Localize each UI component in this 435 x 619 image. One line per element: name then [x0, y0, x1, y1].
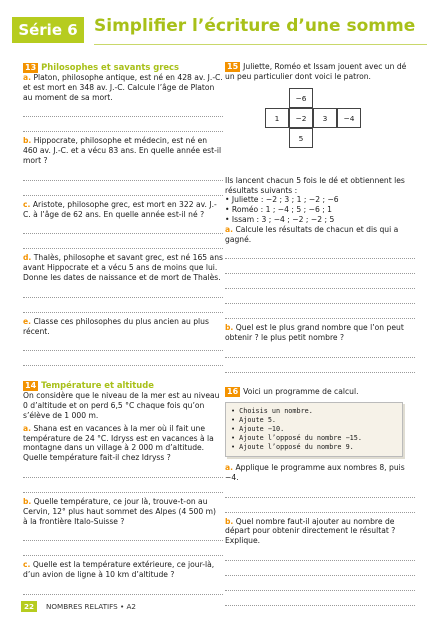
exercise-number: 14 — [25, 381, 37, 391]
die-face-center: −2 — [289, 108, 313, 128]
program-step: • Choisis un nombre. — [231, 406, 313, 415]
program-step: • Ajoute −10. — [231, 424, 285, 433]
question-text: Shana est en vacances à la mer où il fait une température de 24 °C. Idryss est en vacances à la montagne dans un village à 2 000 m d’altitude. Quelle température fait-il chez Idryss ? — [23, 423, 214, 463]
answer-line[interactable] — [225, 546, 415, 561]
exercise-title-text: Température et altitude — [41, 380, 154, 391]
exercise-intro — [225, 62, 415, 82]
page-title: Simplifier l’écriture d’une somme — [94, 16, 416, 36]
question-letter: a. — [225, 462, 234, 472]
exercise-number: 15 — [227, 62, 239, 71]
question-letter: c. — [23, 199, 31, 209]
question-d — [23, 253, 223, 282]
question-text: Quel nombre faut-il ajouter au nombre de départ pour obtenir directement le résultat ? Explique. — [225, 516, 396, 546]
question-c — [23, 560, 223, 580]
question-b — [225, 517, 415, 546]
answer-line[interactable] — [23, 541, 223, 556]
result-romeo: • Roméo : 1 ; −4 ; 5 ; −6 ; 1 — [225, 205, 333, 215]
program-step: • Ajoute l’opposé du nombre 9. — [231, 442, 354, 451]
answer-line[interactable] — [23, 463, 223, 478]
die-face-far-right: −4 — [337, 108, 361, 128]
question-letter: b. — [225, 323, 234, 333]
exercise-number: 13 — [25, 63, 37, 72]
page-number: 22 — [21, 601, 37, 612]
result-juliette: • Juliette : −2 ; 3 ; 1 ; −2 ; −6 — [225, 195, 339, 205]
answer-line[interactable] — [225, 244, 415, 259]
exercise-16 — [225, 387, 415, 606]
answer-line[interactable] — [23, 166, 223, 181]
answer-line[interactable] — [23, 478, 223, 493]
header-rule — [94, 44, 427, 45]
die-net — [265, 88, 361, 170]
answer-line[interactable] — [225, 498, 415, 513]
answer-line[interactable] — [225, 274, 415, 289]
question-letter: b. — [23, 136, 32, 146]
question-b — [225, 323, 415, 343]
die-face-bottom: 5 — [289, 128, 313, 148]
question-letter: a. — [225, 224, 234, 234]
answer-line[interactable] — [225, 343, 415, 358]
question-a — [23, 73, 223, 102]
answer-line[interactable] — [225, 561, 415, 576]
answer-line[interactable] — [225, 483, 415, 498]
question-text: Classe ces philosophes du plus ancien au plus récent. — [23, 316, 209, 336]
exercise-13 — [23, 62, 223, 366]
answer-line[interactable] — [23, 219, 223, 234]
question-b — [23, 497, 223, 526]
question-text: Quel est le plus grand nombre que l’on peut obtenir ? le plus petit nombre ? — [225, 323, 404, 343]
exercise-14 — [23, 380, 223, 595]
question-letter: c. — [23, 560, 31, 570]
question-c — [23, 200, 223, 220]
question-letter: d. — [23, 253, 32, 263]
answer-line[interactable] — [225, 576, 415, 591]
serie-badge: Série 6 — [12, 17, 84, 43]
answer-line[interactable] — [225, 289, 415, 304]
question-text: Thalès, philosophe et savant grec, est né 165 ans avant Hippocrate et a vécu 5 ans de moins que lui. Donne les dates de naissance et de mort de Thalès. — [23, 253, 223, 282]
question-text: Quelle est la température extérieure, ce jour-là, d’un avion de ligne à 10 km d’altitude ? — [23, 560, 215, 580]
answer-line[interactable] — [23, 298, 223, 313]
footer-chapter: NOMBRES RELATIFS • A2 — [46, 602, 136, 611]
exercise-15 — [225, 62, 415, 373]
page-header — [0, 0, 435, 58]
answer-line[interactable] — [23, 580, 223, 595]
answer-line[interactable] — [23, 336, 223, 351]
intro-text: Voici un programme de calcul. — [243, 386, 359, 396]
exercise-title-text: Philosophes et savants grecs — [41, 62, 179, 72]
question-text: Applique le programme aux nombres 8, puis −4. — [225, 462, 405, 482]
program-step: • Ajoute 5. — [231, 415, 277, 424]
right-column — [225, 62, 415, 606]
question-letter: e. — [23, 316, 32, 326]
die-face-left: 1 — [265, 108, 289, 128]
answer-line[interactable] — [23, 117, 223, 132]
answer-line[interactable] — [23, 526, 223, 541]
result-issam: • Issam : 3 ; −4 ; −2 ; −2 ; 5 — [225, 214, 335, 224]
question-text: Hippocrate, philosophe et médecin, est né en 460 av. J.-C. et a vécu 83 ans. En quelle année est-il mort ? — [23, 136, 222, 165]
answer-line[interactable] — [225, 304, 415, 319]
question-letter: a. — [23, 73, 32, 82]
question-a — [225, 463, 415, 483]
exercise-intro: On considère que le niveau de la mer est au niveau 0 d’altitude et on perd 6,5 °C chaque fois qu’on s’élève de 1 000 m. — [23, 391, 220, 420]
answer-line[interactable] — [225, 358, 415, 373]
question-text: Platon, philosophe antique, est né en 428 av. J.-C. et est mort en 348 av. J.-C. Calcule l’âge de Platon au moment de sa mort. — [23, 73, 223, 102]
exercise-title — [23, 62, 223, 73]
question-letter: b. — [225, 516, 234, 526]
page-footer — [0, 597, 435, 619]
exercise-number: 16 — [227, 386, 239, 396]
answer-line[interactable] — [23, 234, 223, 249]
answer-line[interactable] — [23, 283, 223, 298]
die-face-right: 3 — [313, 108, 337, 128]
question-letter: a. — [23, 423, 32, 433]
question-text: Aristote, philosophe grec, est mort en 322 av. J.-C. à l’âge de 62 ans. En quelle année est-il né ? — [23, 199, 217, 219]
exercise-intro — [225, 387, 415, 397]
question-a — [225, 225, 415, 245]
results-intro: Ils lancent chacun 5 fois le dé et obtiennent les résultats suivants : — [225, 175, 405, 195]
left-column — [23, 62, 223, 595]
answer-line[interactable] — [225, 259, 415, 274]
intro-text: Juliette, Roméo et Issam jouent avec un dé un peu particulier dont voici le patron. — [225, 62, 407, 81]
program-step: • Ajoute l’opposé du nombre −15. — [231, 433, 362, 442]
question-a — [23, 424, 223, 463]
question-letter: b. — [23, 496, 32, 506]
calculation-program — [225, 402, 403, 457]
die-face-top: −6 — [289, 88, 313, 108]
answer-line[interactable] — [23, 181, 223, 196]
answer-line[interactable] — [23, 102, 223, 117]
question-b — [23, 136, 223, 165]
question-e — [23, 317, 223, 337]
answer-line[interactable] — [23, 351, 223, 366]
exercise-title — [23, 380, 223, 391]
question-text: Calcule les résultats de chacun et dis qui a gagné. — [225, 224, 399, 244]
question-text: Quelle température, ce jour là, trouve-t-on au Cervin, 12° plus haut sommet des Alpes (4 500 m) à la frontière Italo-Suisse ? — [23, 496, 216, 526]
